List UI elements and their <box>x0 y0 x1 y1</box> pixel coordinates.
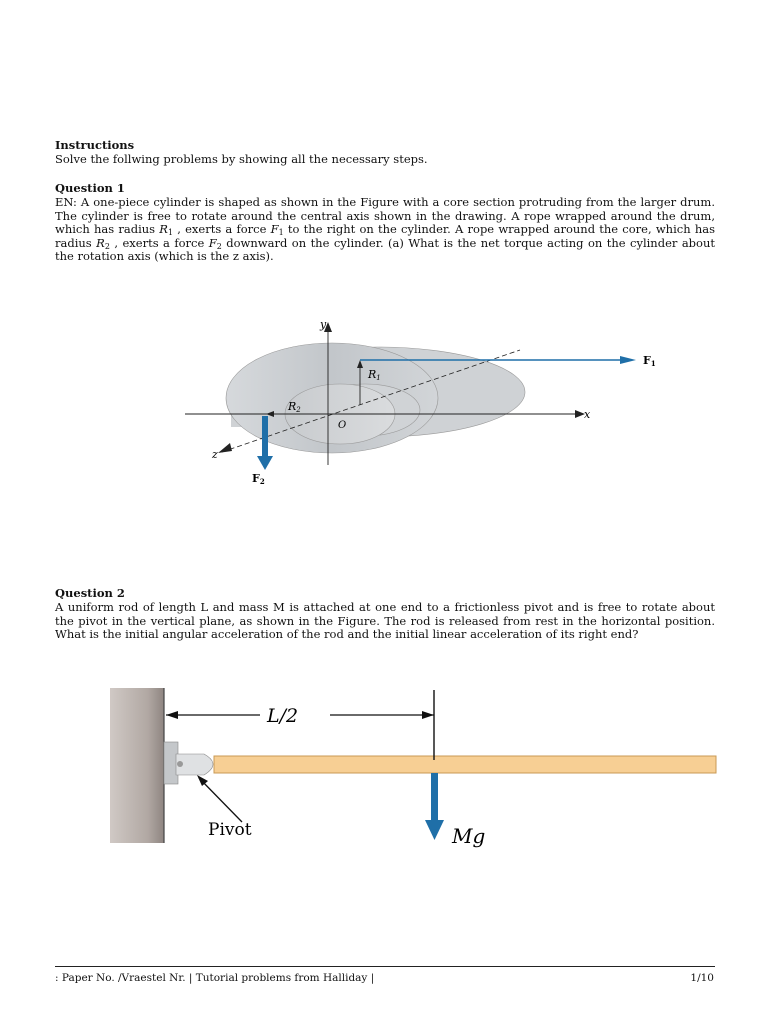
x-axis-label: x <box>584 408 591 421</box>
question2-heading: Question 2 <box>55 586 125 600</box>
pivot-pointer-head <box>197 775 208 786</box>
f2-label: F2 <box>252 472 265 486</box>
pivot-label: Pivot <box>208 820 252 840</box>
pivot-pin <box>177 761 183 767</box>
y-axis-label: y <box>320 318 327 331</box>
f2-arrowhead <box>257 456 273 470</box>
mg-arrowhead <box>425 820 444 840</box>
instructions-heading: Instructions <box>55 138 135 152</box>
rod-figure <box>100 680 720 850</box>
pivot-pointer <box>199 778 242 822</box>
r2-label: R2 <box>288 400 301 414</box>
footer-rule <box>55 966 715 967</box>
page-number: 1/10 <box>690 972 714 984</box>
length-label: L/2 <box>267 705 299 727</box>
f2-shaft <box>262 416 268 458</box>
mg-shaft <box>431 773 438 823</box>
question1-text: EN: A one-piece cylinder is shaped as shown in the Figure with a core section protruding from the larger drum. The cylinder is free to rotate around the central axis shown in the drawing. A rope wrapped around the drum, which has radius $R_1$ , exerts a force $F_1$ to the right on the cylinder. A rope wrapped around the core, which has radius $R_2$ , exerts a force $F_2$ downward on the cylinder. (a) What is the net torque acting on the cylinder about the rotation axis (which is the z axis). <box>55 195 715 264</box>
origin-label: O <box>338 420 347 431</box>
question1-heading: Question 1 <box>55 181 125 195</box>
wall <box>110 688 164 843</box>
question2-text: A uniform rod of length L and mass M is attached at one end to a frictionless pivot and is free to rotate about the pivot in the vertical plane, as shown in the Figure. The rod is released from rest in the horizontal position. What is the initial angular acceleration of the rod and the initial linear acceleration of its right end? <box>55 600 715 642</box>
dimension-arrow-right <box>422 711 434 719</box>
rod <box>214 756 716 773</box>
instructions-text: Solve the follwing problems by showing all the necessary steps. <box>55 152 428 166</box>
dimension-arrow-left <box>166 711 178 719</box>
r1-label: R1 <box>368 368 381 382</box>
cylinder-figure <box>180 310 680 490</box>
z-axis-arrow <box>218 443 232 453</box>
f1-arrowhead <box>620 356 636 364</box>
weight-label: Mg <box>452 824 486 848</box>
footer-left: : Paper No. /Vraestel Nr. | Tutorial problems from Halliday | <box>55 972 375 984</box>
z-axis-label: z <box>212 448 218 461</box>
f1-label: F1 <box>643 354 656 368</box>
